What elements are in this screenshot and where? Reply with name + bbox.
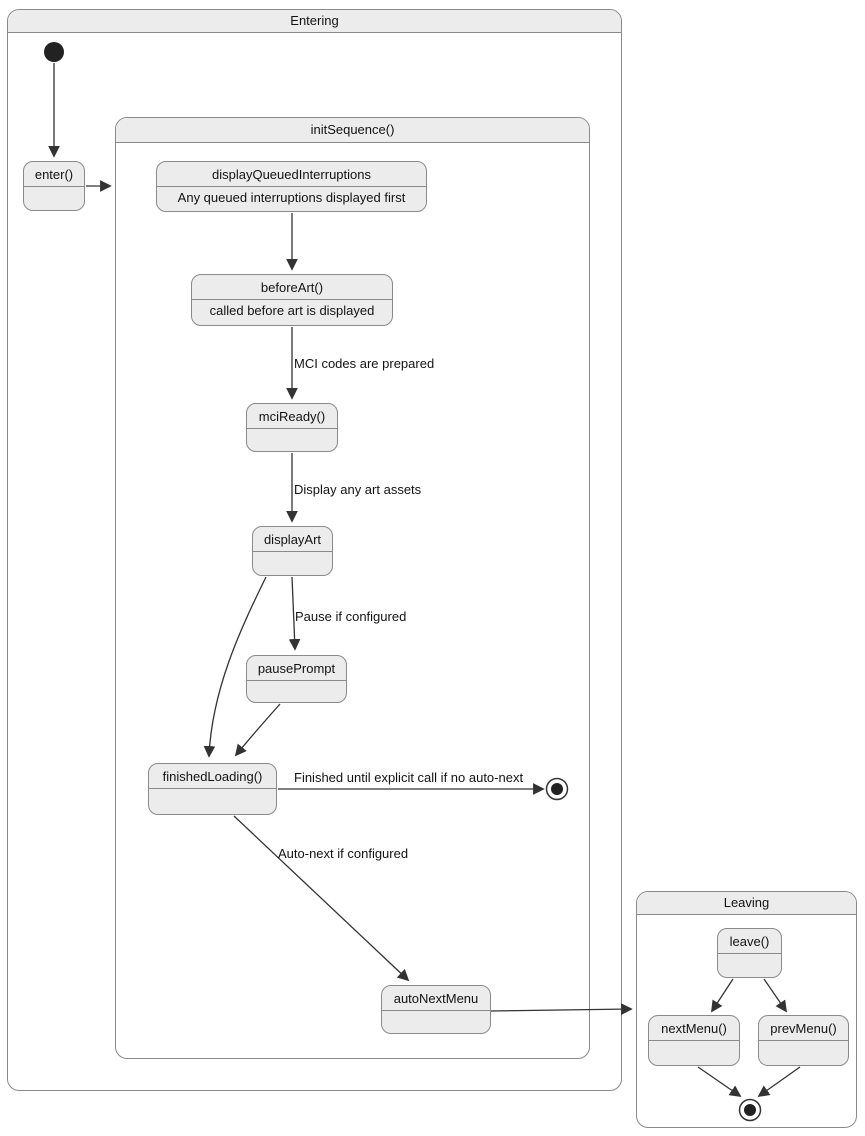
composite-state-leaving-title: Leaving <box>637 892 856 915</box>
edge-auto-next-menu-to-leaving <box>491 1009 631 1011</box>
state-mci-ready-title: mciReady() <box>247 404 337 429</box>
state-pause-prompt-title: pausePrompt <box>247 656 346 681</box>
state-enter-title: enter() <box>24 162 84 187</box>
state-next-menu-title: nextMenu() <box>649 1016 739 1041</box>
edge-label-finished-no-auto-next: Finished until explicit call if no auto-next <box>294 770 524 785</box>
state-finished-loading <box>148 763 277 815</box>
state-before-art <box>191 274 393 326</box>
edge-label-pause-if-configured: Pause if configured <box>295 609 407 624</box>
state-enter <box>23 161 85 211</box>
state-display-queued-interruptions <box>156 161 427 212</box>
state-prev-menu <box>758 1015 849 1066</box>
state-display-art-title: displayArt <box>253 527 332 552</box>
state-display-art <box>252 526 333 576</box>
state-before-art-title: beforeArt() <box>192 275 392 300</box>
state-next-menu <box>648 1015 740 1066</box>
state-auto-next-menu <box>381 985 491 1034</box>
edge-pause-prompt-to-finished-loading <box>236 704 280 755</box>
composite-state-entering-title: Entering <box>8 10 621 33</box>
state-leave-body <box>718 954 781 977</box>
composite-state-init-sequence-title: initSequence() <box>116 118 589 143</box>
edge-label-mci-codes-prepared: MCI codes are prepared <box>294 356 435 371</box>
state-display-queued-interruptions-description: Any queued interruptions displayed first <box>177 190 406 205</box>
state-mci-ready-body <box>247 429 337 451</box>
edge-label-auto-next-if-configured: Auto-next if configured <box>278 846 409 861</box>
state-enter-body <box>24 187 84 210</box>
state-finished-loading-body <box>149 789 276 814</box>
state-leave-title: leave() <box>718 929 781 954</box>
final-state-icon-leaving <box>740 1100 761 1121</box>
state-prev-menu-title: prevMenu() <box>759 1016 848 1041</box>
state-before-art-description: called before art is displayed <box>209 303 375 318</box>
edge-leave-to-next-menu <box>712 979 733 1011</box>
edge-prev-menu-to-final <box>759 1067 800 1096</box>
state-pause-prompt-body <box>247 681 346 702</box>
state-leave <box>717 928 782 978</box>
edge-finished-loading-to-auto-next-menu <box>234 816 408 980</box>
edge-next-menu-to-final <box>698 1067 740 1096</box>
edge-leave-to-prev-menu <box>764 979 786 1011</box>
final-state-icon-init-sequence <box>547 779 568 800</box>
state-finished-loading-title: finishedLoading() <box>149 764 276 789</box>
state-display-queued-interruptions-title: displayQueuedInterruptions <box>157 162 426 187</box>
initial-state-icon <box>44 42 64 62</box>
edge-label-display-art-assets: Display any art assets <box>294 482 422 497</box>
state-auto-next-menu-body <box>382 1011 490 1033</box>
state-next-menu-body <box>649 1041 739 1065</box>
state-prev-menu-body <box>759 1041 848 1065</box>
state-pause-prompt <box>246 655 347 703</box>
state-display-art-body <box>253 552 332 575</box>
state-auto-next-menu-title: autoNextMenu <box>382 986 490 1011</box>
state-mci-ready <box>246 403 338 452</box>
